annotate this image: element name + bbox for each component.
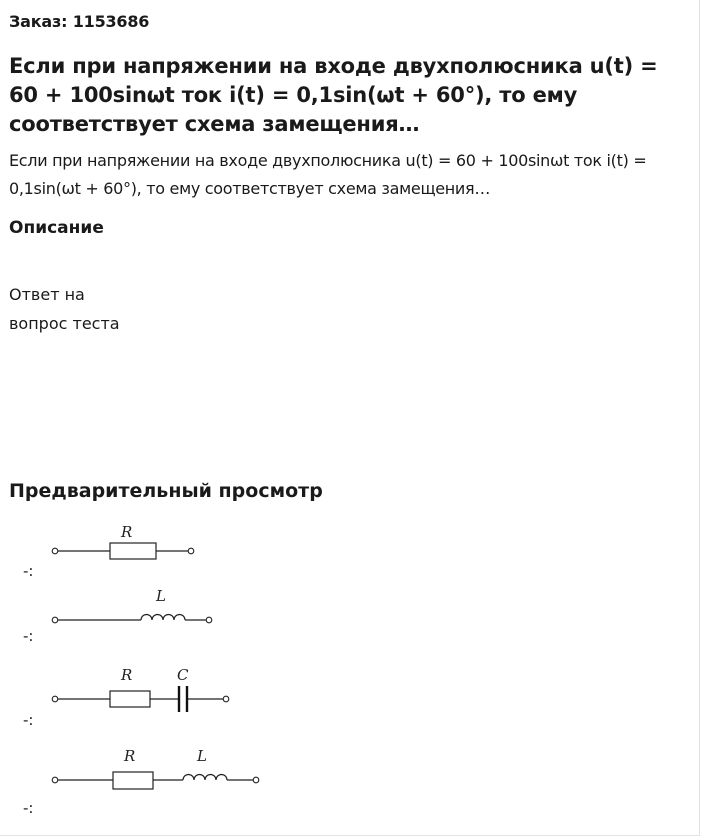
terminal-left: [52, 617, 58, 623]
inductor-symbol: [183, 775, 227, 781]
resistor-label: R: [121, 666, 133, 684]
resistor-label: R: [121, 523, 133, 541]
answer-line-2: вопрос теста: [9, 314, 120, 333]
option-marker: -:: [23, 711, 34, 729]
option-marker: -:: [23, 562, 34, 580]
option-rc[interactable]: [0, 665, 700, 730]
circuit-rl-diagram: [0, 745, 700, 815]
inductor-label: L: [197, 747, 207, 765]
order-label: Заказ:: [9, 12, 68, 31]
terminal-left: [52, 696, 58, 702]
order-number: 1153686: [72, 12, 150, 31]
circuit-r-diagram: [0, 520, 700, 580]
question-summary: Если при напряжении на входе двухполюсника u(t) = 60 + 100sinωt ток i(t) = 0,1sin(ωt + 60°), то ему соответствует схема замещения…: [9, 151, 647, 198]
option-marker: -:: [23, 799, 34, 817]
terminal-right: [206, 617, 212, 623]
option-marker: -:: [23, 627, 34, 645]
answer-text: [9, 280, 169, 338]
resistor-symbol: [110, 691, 150, 707]
option-l[interactable]: [0, 585, 700, 645]
inductor-label: L: [156, 587, 166, 605]
page-title: Если при напряжении на входе двухполюсника u(t) = 60 + 100sinωt ток i(t) = 0,1sin(ωt + 60°), то ему соответствует схема замещения…: [9, 54, 658, 136]
circuit-rc-diagram: [0, 665, 700, 730]
option-r[interactable]: [0, 520, 700, 580]
terminal-right: [223, 696, 229, 702]
terminal-left: [52, 548, 58, 554]
resistor-symbol: [113, 772, 153, 789]
order-line: [9, 12, 149, 31]
resistor-label: R: [124, 747, 136, 765]
description-heading: Описание: [9, 218, 104, 238]
inductor-symbol: [141, 615, 185, 621]
resistor-symbol: [110, 543, 156, 559]
capacitor-label: C: [177, 666, 189, 684]
terminal-right: [253, 777, 259, 783]
terminal-left: [52, 777, 58, 783]
answer-line-1: Ответ на: [9, 285, 85, 304]
option-rl[interactable]: [0, 745, 700, 815]
terminal-right: [188, 548, 194, 554]
preview-heading: Предварительный просмотр: [9, 480, 323, 502]
circuit-l-diagram: [0, 585, 700, 645]
